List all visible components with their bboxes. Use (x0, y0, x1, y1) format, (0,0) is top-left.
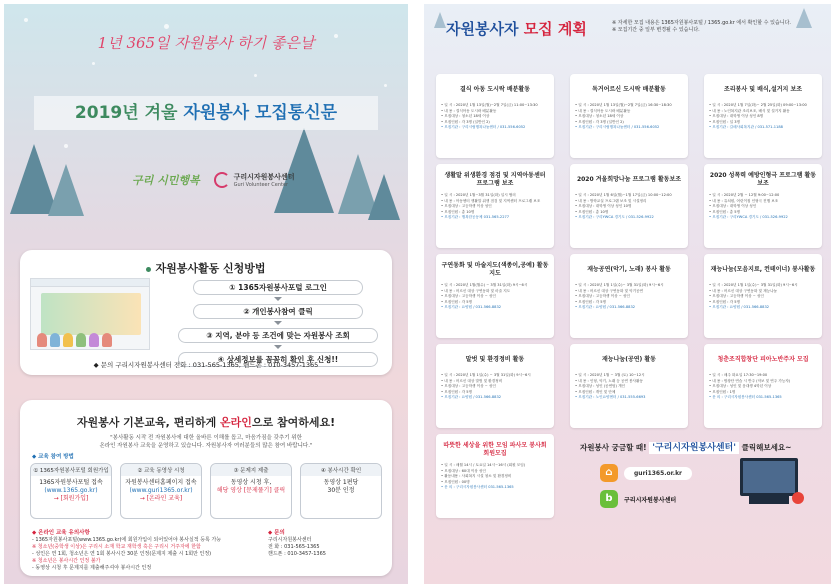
apply-steps (178, 280, 378, 367)
title-band (34, 96, 378, 130)
program-card[interactable]: 결식 아동 도시락 배분활동 • 일 시 : 2020년 1월 13일(월)~2월 7일(금) 11:00~13:30 • 내 용 : 결식아동 도시락 배분활동 • 모집대상 : 청소년 18세 이상 • 모집인원 : 각 3명 (일반인 2) • 모집기관 : 구리시립행복나눔센터 / 031-556-6052 (436, 74, 554, 158)
edu-title: 자원봉사 기본교육, 편리하게 온라인으로 참여하세요! (76, 416, 336, 429)
program-card[interactable]: 독거어르신 도시락 배분활동 • 일 시 : 2020년 1월 13일(월)~2월 7일(금) 16:30~18:30 • 내 용 : 결식아동 도시락 배분활동 • 모집대상 : 청소년 18세 이상 • 모집인원 : 각 3명 (일반인 2) • 모집기관 : 구리시립행복나눔센터 / 031-556-6052 (570, 74, 688, 158)
apply-step: ④ 상세정보를 꼼꼼히 확인 후 신청!! (178, 352, 378, 367)
apply-method-card (20, 250, 392, 375)
left-page (4, 4, 408, 584)
program-card[interactable]: 재능나눔(공연) 활동 • 일 시 : 2020년 1월 ~ 3월 (토) 10~12시 • 내 용 : 인형, 악기, 노래 등 공연 봉사활동 • 모집대상 : 성인 (공연팀) 개인 • 모집인원 : 개인 및 단체 • 모집기관 : 노인요양센터 / 031-555-6693 (570, 344, 688, 428)
page-title: 2019년 겨울 자원봉사 모집통신문 (74, 103, 338, 123)
online-edu-card (20, 400, 392, 576)
cta-area (570, 434, 822, 518)
city-logo: 구리 시민행복 (132, 174, 200, 187)
edu-method-label: ◆ 교육 참여 방법 (32, 454, 74, 460)
portal-screenshot (30, 278, 150, 350)
program-card[interactable]: 조리봉사 및 배식,설거지 보조 • 일 시 : 2020년 1월 7일(화)~ 2월 25일(화) 09:00~13:00 • 내 용 : 노인복지관 조리보조, 배식 및 설거지 활동 • 모집대상 : 대학생 이상 성인 8명 • 모집인원 : 일 3명 • 모집기관 : 갈매사회복지관 / 031-571-1188 (704, 74, 822, 158)
program-card[interactable]: 따뜻한 세상을 위한 모임 파사모 봉사회 회원모집 • 일 시 : 매월 14시 / 토요일 14시~16시 (회원 모임) • 모집대상 : 60대 이상 성인 • 활동내용 : 사회복지 시설 청소 및 환경정비 • 모집인원 : 00명 • 문 의 : 구리시자원봉사센터 031-565-1365 (436, 434, 554, 518)
program-card[interactable]: 2020 겨울희망나눔 프로그램 활동보조 • 일 시 : 2020년 1월 6일(월)~1월 17일(금) 10:00~12:00 • 내 용 : 방학교실 프로그램 보조 및 시설정리 • 모집대상 : 대학생 이상 성인 10명 • 모집인원 : 총 10명 • 모집기관 : 구리YWCA 경기도 / 031-526-9922 (570, 164, 688, 248)
cta-text: 자원봉사 궁금할 때! '구리시자원봉사센터' 클릭해보세요~ (580, 443, 792, 453)
edu-step: ③ 문제지 제출 동영상 시청 후, 해당 영상 [문제풀기] 클릭 (210, 463, 292, 519)
apply-step: ③ 지역, 분야 등 조건에 맞는 자원봉사 조회 (178, 328, 378, 343)
edu-inquiry: ◆ 문의 구리시자원봉사센터 전 화 : 031-565-1365 핸드폰 : 010-3457-1365 (268, 530, 326, 557)
apply-step: ① 1365자원봉사포털 로그인 (193, 280, 363, 295)
logo-row (132, 172, 294, 188)
program-card[interactable]: 말벗 및 환경정비 활동 • 일 시 : 2020년 1월 1일(수) ~ 3월 31일(화) 9시~6시 • 내 용 : 어르신 대상 말벗 및 환경정비 • 모집대상 : 고등학생 이상 ~ 성인 • 모집인원 : 각 5명 • 모집기관 : 요양원 / 031-566-8832 (436, 344, 554, 428)
apply-title: 자원봉사활동 신청방법 (20, 260, 392, 276)
apply-contact: ◆ 문의 구리시자원봉사센터 전화 : 031-565-1365, 핸드폰 : 010-3457-1365 (93, 361, 319, 369)
edu-notes: ◆ 온라인 교육 유의사항 - 1365자원봉사포털(www.1365.go.kr)에 회원가입이 되어있어야 봉사실적 등록 가능 ※ 청소년(중학생 이상)은 구리시 소재 학교 재학생 혹은 구리시 거주자에 한함 - 성인은 연 1회, 청소년은 연 1회 봉사시간 30분 인정(문제지 제출 시 1회만 인정) ※ 청소년은 봉사시간 인정 불가 - 동영상 시청 후 문제지를 제출해주셔야 봉사시간 인정 (32, 530, 222, 571)
program-grid (436, 74, 822, 524)
home-icon: ⌂ (600, 464, 618, 482)
recruit-notes: ※ 자세한 모집 내용은 1365자원봉사포털 / 1365.go.kr 에서 확인할 수 있습니다. ※ 모집기간 중 일부 변경될 수 있습니다. (612, 20, 792, 33)
recruit-title: 자원봉사자 모집 계획 (446, 20, 587, 38)
edu-step: ④ 봉사시간 확인 동영상 1편당 30분 인정 (300, 463, 382, 519)
hero-banner (4, 4, 408, 239)
apply-step: ② 개인봉사참여 클릭 (193, 304, 363, 319)
edu-step: ② 교육 동영상 시청 자원봉사센터홈페이지 접속 (www.guri1365.or.kr) → [온라인 교육] (120, 463, 202, 519)
arrow-down-icon (274, 297, 282, 301)
slogan: 1년 365일 자원봉사 하기 좋은날 (97, 34, 315, 52)
app-icon: b (600, 490, 618, 508)
program-card[interactable]: 재능공연(악기, 노래) 봉사 활동 • 일 시 : 2020년 1월 1일(수)~ 3월 31일(화) 9시~6시 • 내 용 : 어르신 대상 구연동화 및 악기공연 • 모집대상 : 고등학생 이상 ~ 성인 • 모집인원 : 각 5명 • 모집기관 : 요양원 / 031-566-8832 (570, 254, 688, 338)
cta-site-link[interactable]: ⌂ guri1365.or.kr (600, 464, 692, 482)
right-page (424, 4, 831, 584)
cta-app-link[interactable]: b 구리시자원봉사센터 (600, 490, 676, 508)
program-card[interactable]: 생활말 위생환경 점검 및 지역아동센터 프로그램 보조 • 일 시 : 2020년 1월~3월 31일(화) 일시 협의 • 내 용 : 아동센터 생활말 위생 점검 및 지역센터 프로그램 보조 • 모집대상 : 고등학생 이상 성인 • 모집인원 : 총 10명 • 모집기관 : 행복한공동체 031-565-2277 (436, 164, 554, 248)
edu-step: ① 1365자원봉사포털 회원가입 1365자원봉사포털 접속 (www.1365.go.kr) → [회원가입] (30, 463, 112, 519)
center-logo: 구리시자원봉사센터 Guri Volunteer Center (214, 172, 295, 188)
bullet-icon (146, 267, 151, 272)
program-card[interactable]: 재능나눔(모음지료, 컨테이너) 봉사활동 • 일 시 : 2020년 1월 1일(수)~ 3월 31일(화) 9시~6시 • 내 용 : 어르신 대상 구연동화 및 재능나눔 • 모집대상 : 고등학생 이상 ~ 성인 • 모집인원 : 각 5명 • 모집기관 : 요양원 / 031-566-8832 (704, 254, 822, 338)
center-logo-icon (214, 172, 230, 188)
edu-description: "봉사활동 시작 전 자원봉사에 대한 올바른 이해를 돕고, 마음가짐을 갖추기 위한 온라인 자원봉사 교육을 운영하고 있습니다. 자원봉사자 여러분들의 많은 참여 바랍니다." (99, 435, 313, 449)
arrow-down-icon (274, 345, 282, 349)
program-card[interactable]: 2020 성폭력 예방인형극 프로그램 활동보조 • 일 시 : 2020년 2월 ~ 12월 9:00~12:00 • 내 용 : 유치원, 어린이집 인형극 진행 보조 • 모집대상 : 대학생 이상 성인 • 모집인원 : 총 5명 • 모집기관 : 구리YWCA 경기도 / 031-526-9922 (704, 164, 822, 248)
recruit-title-block (424, 18, 831, 39)
program-card[interactable]: 구연동화 및 마술지도(색종이,공예) 활동지도 • 일 시 : 2020년 1월(월수) ~ 3월 31일(화) 9시~6시 • 내 용 : 어르신 대상 구연동화 및 마술 지도 • 모집대상 : 고등학생 이상 ~ 성인 • 모집인원 : 각 5명 • 모집기관 : 요양원 / 031-566-8832 (436, 254, 554, 338)
program-card[interactable]: 청춘조직합창단 피아노반주자 모집 • 일 시 : 매주 화요일 17:30~19:00 • 내 용 : 합창단 연습 시 반주 (악보 및 연주 가능자) • 모집대상 : 성인 및 음대생 4학년 이상 • 모집인원 : 1명 • 문 의 : 구리시자원봉사센터 031-565-1365 (704, 344, 822, 428)
computer-icon (740, 458, 798, 508)
arrow-down-icon (274, 321, 282, 325)
